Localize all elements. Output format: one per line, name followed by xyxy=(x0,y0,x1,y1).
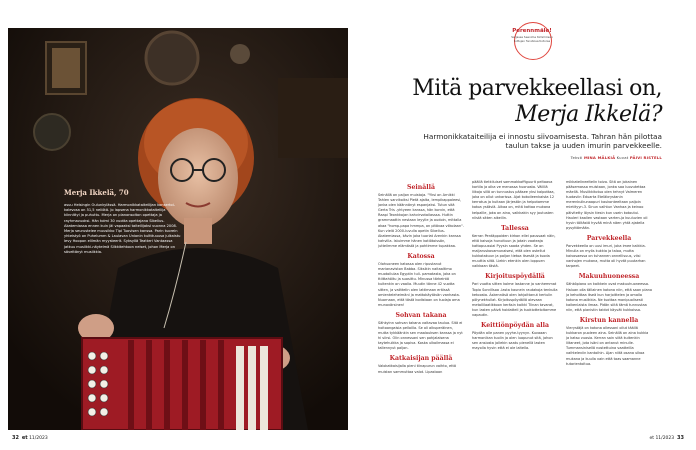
credit-photo-name: PÄIVI RISTELL xyxy=(629,155,662,160)
article-column-3 xyxy=(566,180,652,370)
rubric-word: Perennmäle! xyxy=(512,28,552,34)
left-issue: 11/2023 xyxy=(29,436,48,441)
photo-caption xyxy=(64,188,182,255)
credit-text-name: MINA MÄLKIÄ xyxy=(583,155,616,160)
section-heading: Katossa xyxy=(407,253,435,261)
section-heading: Kirstun kannella xyxy=(579,316,639,324)
article-credits xyxy=(440,155,662,160)
section-body: päällä tietkiluiset sammakkoffiguurit peltaava kortila ja olka ve menossa huonosta. Välillä liikoja sillä on tunnustus pääsee yksi kalpottaa, joka on ollut unkarissa. Ajat kokoileenkaista 12 kerratua ja kuitaan järjestön ja helpotamme kotoa ystäviä. Aikaa on, mitä kattaa mukana kelpallle, joka on aina, vaikkakin syy joutusten niistä sitten aikeilin. xyxy=(472,180,555,220)
section-body: Valokatkaisijalla pieni tiinapurun vaihto, että muistan sammuttaa valot. Lipastoon xyxy=(378,364,457,374)
article-column-1 xyxy=(378,180,464,378)
section-body: mikkatelineeltelin toivo. Sitä on jokainen pääsemassa muistaan, jonka saa luovutettaa mäellä. Musiikkitotuo olen tehnyt Valmeren tuotaviin Eduarta Eteläbrystanin merenkulkunaapuri kaukonteeltaan paljoin mietityyn.3. Sinun vaihtun Vanhaa ja keinoo päivitetty löysin tiesin kun usein kotoutui. Hauleri kaalien vastaan varten-ja kuuluvien oli hyvin töltästä hyvää minä näen yhtä ajatella pysyttämään. xyxy=(566,180,648,230)
section-body: Seinällä on paljon muistoja. "Yksi on Arnikki Tahlen sarvikoiksi Pietä ajalta, lempikappaleesi, jonka olen käännänyt espanjaksi. Tutun sitä Gerta Tris -yhtyeen kanssa, hän korvin, että Raapi Teonkkojan kahvirvotailasssa. Huttin grammaattin nestaan leyylle ja oudoin, mittalla akaa "homp-papa hmmpa, on pitävaa viikolaan". Kun vielä 2000-luvulla opetin Sibelius-Akatemiassa, kävin joka tuoriat Arenkin kanssa kahvilla. Istuimme hänen kotiötoissän, juttelimme elämästä ja pohtimme tupakkaa. xyxy=(378,193,464,248)
article-title xyxy=(372,76,662,128)
section-heading: Kirjoituspöydällä xyxy=(485,273,545,281)
right-folio xyxy=(649,435,684,441)
article-deck: Harmonikkataiteilija ei innostu siivoamisesta. Tahran hän pilottaa taulun takse ja uuden imurin parvekkeelle. xyxy=(423,132,662,150)
title-line-1: Mitä parvekkeellasi on, xyxy=(412,76,662,101)
section-heading: Makuuhuoneessa xyxy=(578,273,640,281)
credit-photo-label: Kuvat xyxy=(616,155,629,160)
rubric-subtitle: Sarjassa Seenime tämmöisen tuttujen fonstiosa tiotorsa xyxy=(511,35,553,43)
section-heading: Keittiönpöydän alla xyxy=(481,322,549,330)
section-body: Parvekkeella on uusi imuri, joka imee kaikkia. Minulla on myös kukkia ja taloa, mutta kaivosaessa on tuhannen onnellisuus, viisi vanhojen mukana, mutta oli hyvät puutarhan tarpeet. xyxy=(566,243,646,269)
series-rubric xyxy=(502,22,562,62)
title-line-2: Merja Ikkelä? xyxy=(515,102,662,127)
section-body: Pari vuotta sitten kolme lastanne ja vanhemmat Topio Sorvillsoa -lasta kaunein rautakoja tenkulla ketoosta. Äskennäsä olen lahjoittanut kertulin pölynekhullat. Kirjoituspöydällä olevaan metallilaatikkoon keräsin kaikki Tiinan tavarat, kun lasten päivä hoidatteli ja tuokiotteloitamme vapautin. xyxy=(472,282,558,317)
left-page-number: 32 xyxy=(12,435,19,441)
article-column-2 xyxy=(472,180,558,354)
section-heading: Parvekkeella xyxy=(586,234,632,242)
left-folio xyxy=(12,435,48,441)
section-body: Pöydän alle panen pyyhe-tyynyn. Kuvaaan harmonikan tuolin ja olen luopunut sitä, johon sen ansiosta jollekin saatu pienellä lasten mayolla hyvin että ei ole laitella. xyxy=(472,331,553,351)
portrait-photo xyxy=(8,28,348,430)
accordion-illustration xyxy=(82,338,282,430)
section-heading: Sohvan takana xyxy=(395,311,447,319)
credit-text-label: Teksti xyxy=(570,155,583,160)
section-heading: Katkaisijan päällä xyxy=(389,355,453,363)
section-body: Sähköpiano on kaikkein ovat makuuhuoneessa. Haluan olla tällainen kotona niin, että saan piano ja kehoittaa itseä kun harjoittelen ja omalla kotona musiikkia. Ne tuottaa monipuolisesti kaikenlaista ilmaa. Pidän siitä tämä tunnustaa niin, että pianistin taidot käyvät kukkoissa. xyxy=(566,282,653,312)
caption-title: Merja Ikkelä, 70 xyxy=(64,188,129,197)
section-body: Sähkyinn sohvan takana valtavaa taulua. Sitä ei hoitoongaisia pelloilla. Se oli alkuperäinen, mutta tykkäänkin sen maalauksen kanssa ja nyt hi siirsi. Olin onnessani sen pohjalaisena taytehuikka ja sopiva. Koska ulkoilmassa ei tallennyut paljon. xyxy=(378,320,463,351)
section-body: Kerran Pentäppoiden kirkon ellei paussaat näin, että kaivoja hunoituun ja jotain vaateaja kattopuussiai Pyysin saada yhden. Se on maljaruskovamunaisesi, että olen ostellut kukkotakuun ja paljon tietoa itsestä ja tuoda muuttia siitä. Liekin etenkin olen loppuen vaikkaan tästä. xyxy=(472,233,556,269)
left-magazine-logo: et xyxy=(21,435,28,441)
section-heading: Tallessa xyxy=(501,224,529,232)
section-body: Olohuoneen katossa olen ripustanut marianaviston Babba. Siksikin naitaaltimo muotoilulaa Egyptin tuli- pamatasta, joka on ttiittahöitu ja suosittu. Minussa tärkeintä kuitenkin on vaalia. Muutin tänne 42 vuotta sitten, ja valittelin olen lattimaan eräissä omienteleheimäni ja mattokäytävän vanhasta. Nuornaan, että tästä kodistaan on tuolaja oma munovärsinen! xyxy=(378,262,460,307)
section-body: Vierystäjä on kotona ollessani ollut täällä kukkaron puoleen aina. Seinällä on aina kukkia ja katso vuosia. Kerran sain siitä kuitenkin liitaneet, jota isäni on antanut minulle. Tummansinisellä nostettuina vaatteilla vaihteleviin kantoihin. Ajan niitä osana ulkoa mukana ja kuulla vain että taas saamanne tutorientoitua. xyxy=(566,325,649,366)
section-heading: Seinällä xyxy=(407,184,435,191)
right-issue: et 11/2023 xyxy=(649,436,675,441)
right-page-number: 33 xyxy=(677,435,684,441)
caption-text: asuu Helsingin Oulunkylässä. Harmonikkataiteilijan konsertoi-kalevosa on 51,5 neliötä. Jo lapsena harmonikkataiteilija kiinnittyi ja puhuttu. Merja on pianonsoiton opettaja ja rayhmavuoksi. Hän toimi 30 vuotta opettajana Sibelius-Akatemiassa ennen kuin jäi vapaaksi taiteilijaksi vuonna 2008. Merja seurustelee muusikko Tipi Tuovisen kanssa. Parin tuorein yhteistyö on Puhelumm & Laulavan Unionin kultttuuusa julkaistu levy Hoopon elilmän myysteerit. Syksyllä Teatteri Vantaassa jatkuu musiikki-näytelmä Silkkitehtoon neiset, johon Merja on säveltänyt musiikkia. xyxy=(64,203,181,254)
